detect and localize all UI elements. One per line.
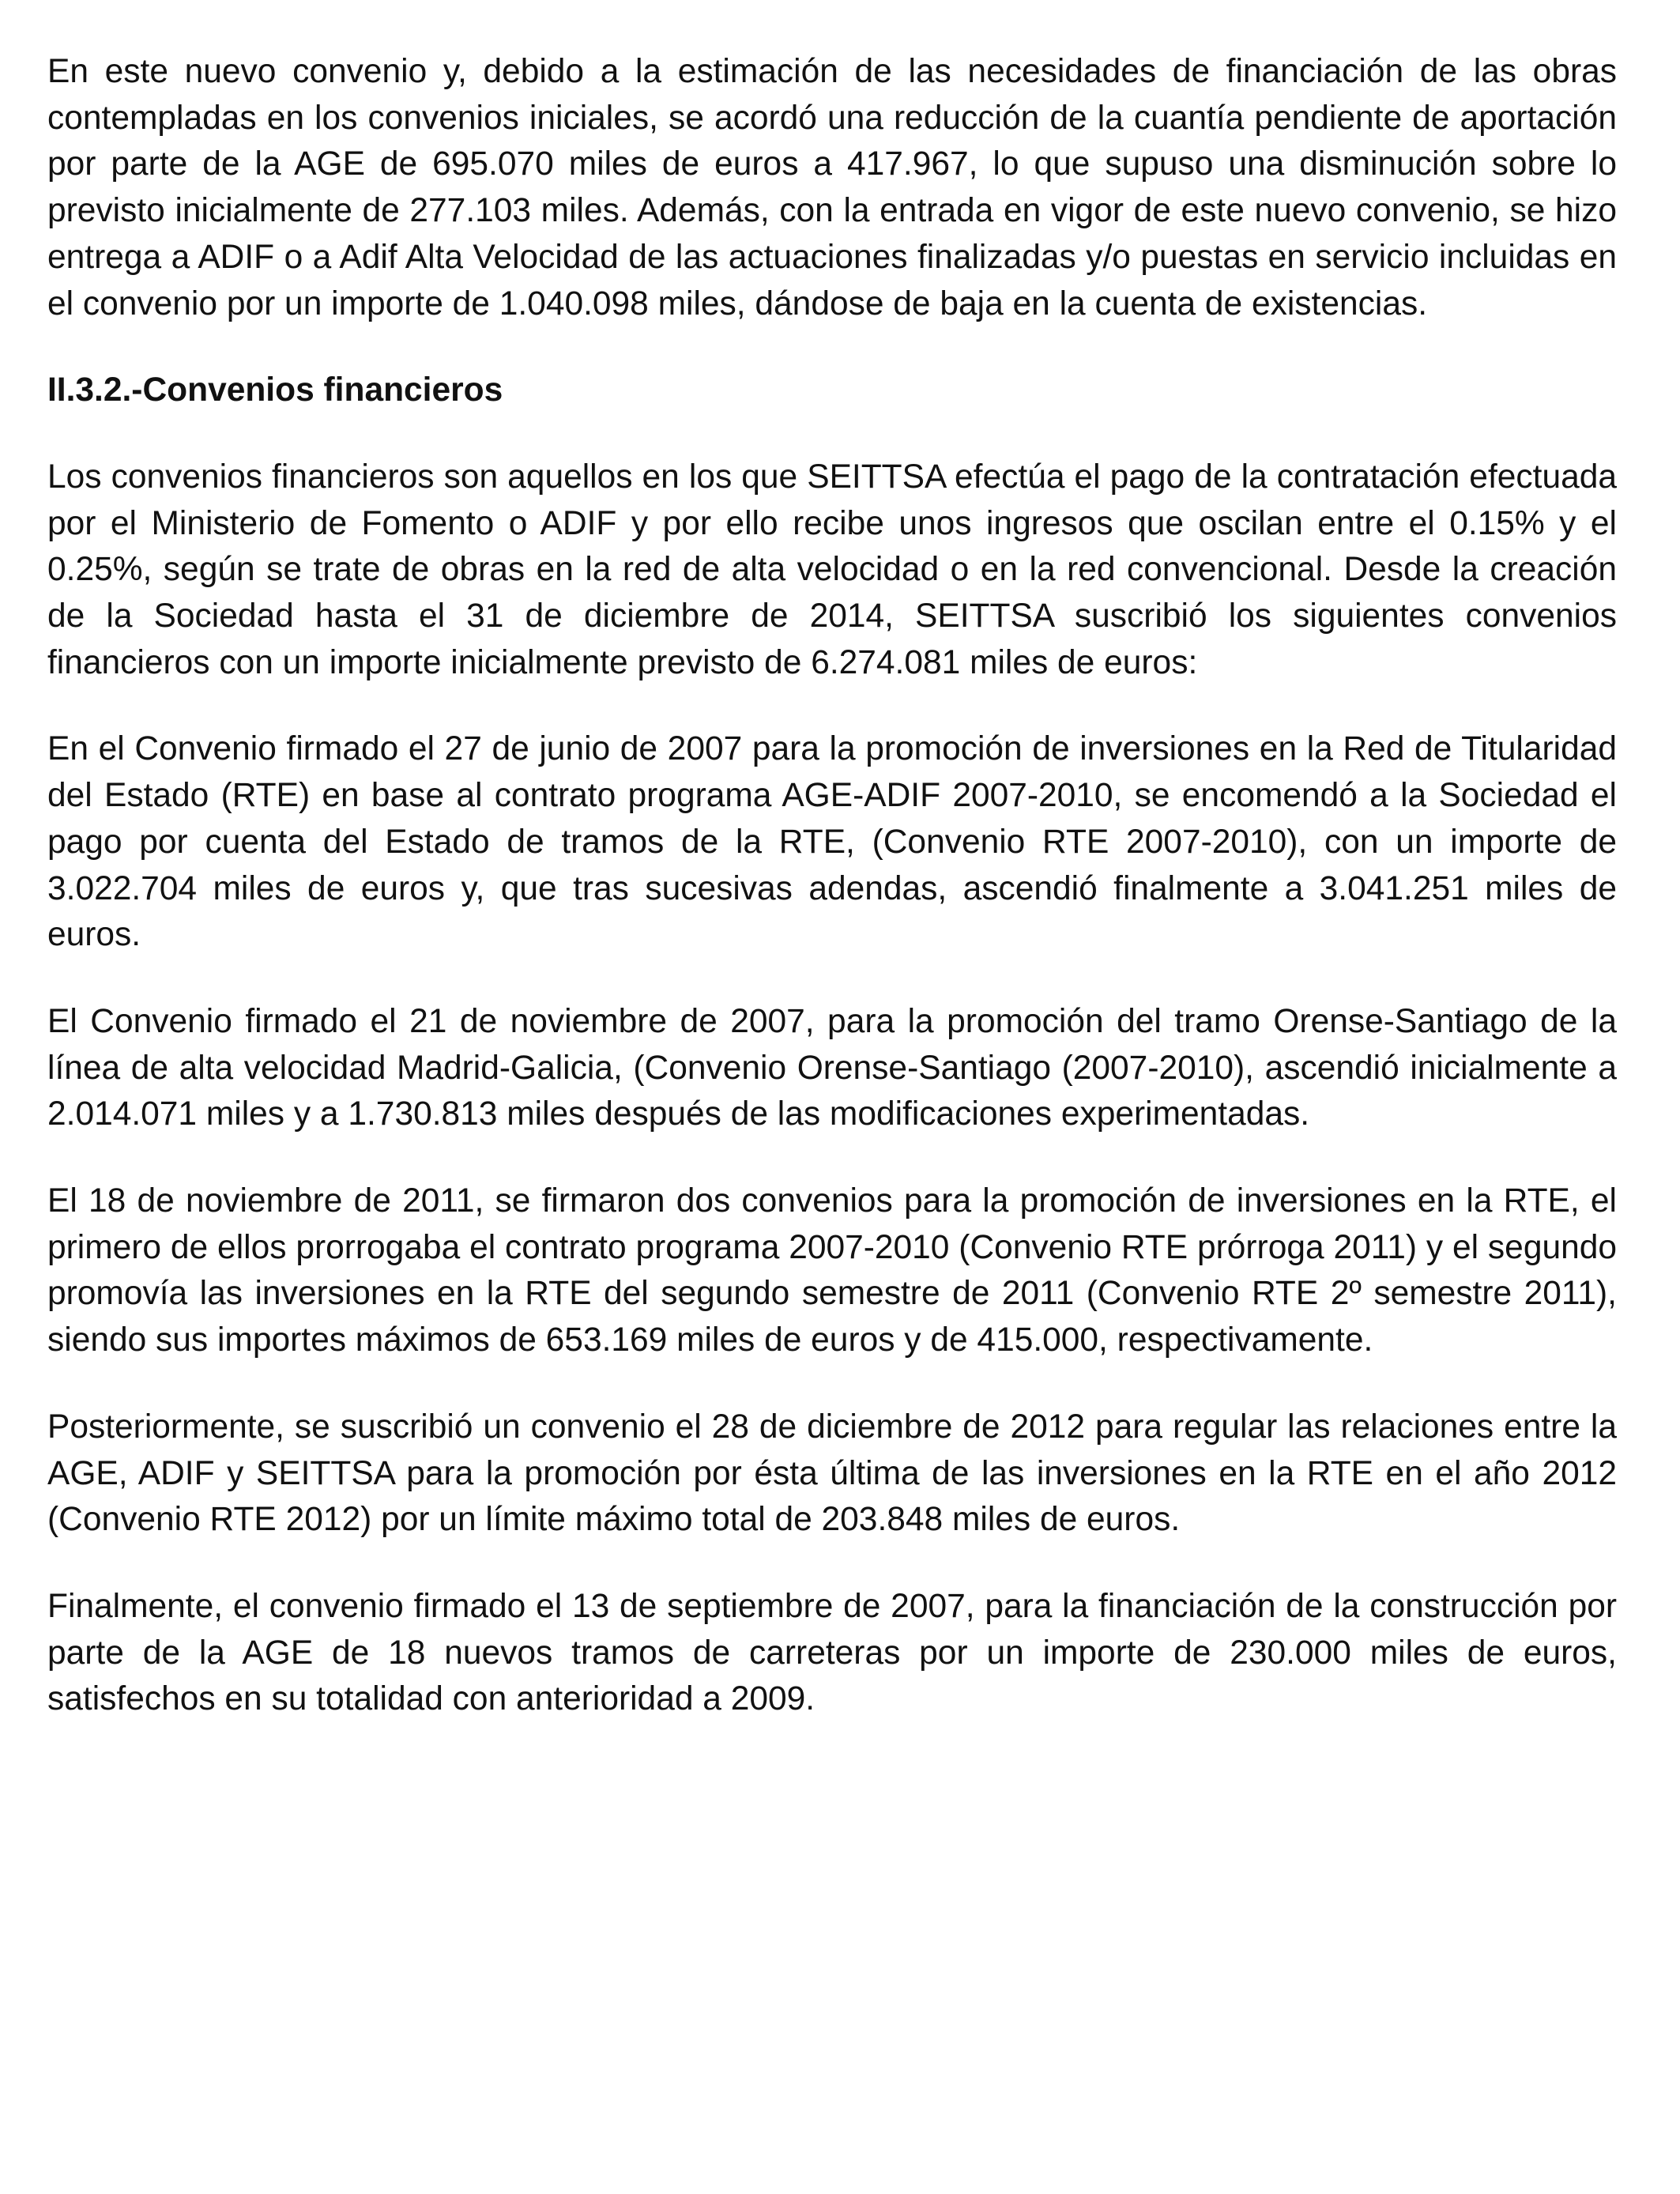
paragraph-convenio-rte-2012: Posteriormente, se suscribió un convenio el 28 de diciembre de 2012 para regular las relaciones entre la AGE, ADIF y SEITTSA para la promoción por ésta última de las inversiones en la RTE en el año 2012 (Convenio RTE 2012) por un límite máximo total de 203.848 miles de euros. (47, 1408, 1617, 1539)
paragraph-convenio-reduccion: En este nuevo convenio y, debido a la estimación de las necesidades de financiación de las obras contempladas en los convenios iniciales, se acordó una reducción de la cuantía pendiente de aportación por parte de la AGE de 695.070 miles de euros a 417.967, lo que supuso una disminución sobre lo previsto inicialmente de 277.103 miles. Además, con la entrada en vigor de este nuevo convenio, se hizo entrega a ADIF o a Adif Alta Velocidad de las actuaciones finalizadas y/o puestas en servicio incluidas en el convenio por un importe de 1.040.098 miles, dándose de baja en la cuenta de existencias. (47, 53, 1617, 322)
paragraph-convenios-2011: El 18 de noviembre de 2011, se firmaron dos convenios para la promoción de inversiones en la RTE, el primero de ellos prorrogaba el contrato programa 2007-2010 (Convenio RTE prórroga 2011) y el segundo promovía las inversiones en la RTE del segundo semestre de 2011 (Convenio RTE 2º semestre 2011), siendo sus importes máximos de 653.169 miles de euros y de 415.000, respectivamente. (47, 1182, 1617, 1359)
paragraph-convenios-financieros-definicion: Los convenios financieros son aquellos en los que SEITTSA efectúa el pago de la contratación efectuada por el Ministerio de Fomento o ADIF y por ello recibe unos ingresos que oscilan entre el 0.15% y el 0.25%, según se trate de obras en la red de alta velocidad o en la red convencional. Desde la creación de la Sociedad hasta el 31 de diciembre de 2014, SEITTSA suscribió los siguientes convenios financieros con un importe inicialmente previsto de 6.274.081 miles de euros: (47, 458, 1617, 681)
section-heading-convenios-financieros: II.3.2.-Convenios financieros (47, 371, 503, 409)
paragraph-convenio-rte-2007-2010: En el Convenio firmado el 27 de junio de 2007 para la promoción de inversiones en la Red de Titularidad del Estado (RTE) en base al contrato programa AGE-ADIF 2007-2010, se encomendó a la Sociedad el pago por cuenta del Estado de tramos de la RTE, (Convenio RTE 2007-2010), con un importe de 3.022.704 miles de euros y, que tras sucesivas adendas, ascendió finalmente a 3.041.251 miles de euros. (47, 730, 1617, 954)
document-page (47, 49, 1617, 1763)
paragraph-convenio-orense-santiago: El Convenio firmado el 21 de noviembre de 2007, para la promoción del tramo Orense-Santiago de la línea de alta velocidad Madrid-Galicia, (Convenio Orense-Santiago (2007-2010), ascendió inicialmente a 2.014.071 miles y a 1.730.813 miles después de las modificaciones experimentadas. (47, 1002, 1617, 1133)
paragraph-convenio-carreteras: Finalmente, el convenio firmado el 13 de septiembre de 2007, para la financiación de la construcción por parte de la AGE de 18 nuevos tramos de carreteras por un importe de 230.000 miles de euros, satisfechos en su totalidad con anterioridad a 2009. (47, 1587, 1617, 1718)
